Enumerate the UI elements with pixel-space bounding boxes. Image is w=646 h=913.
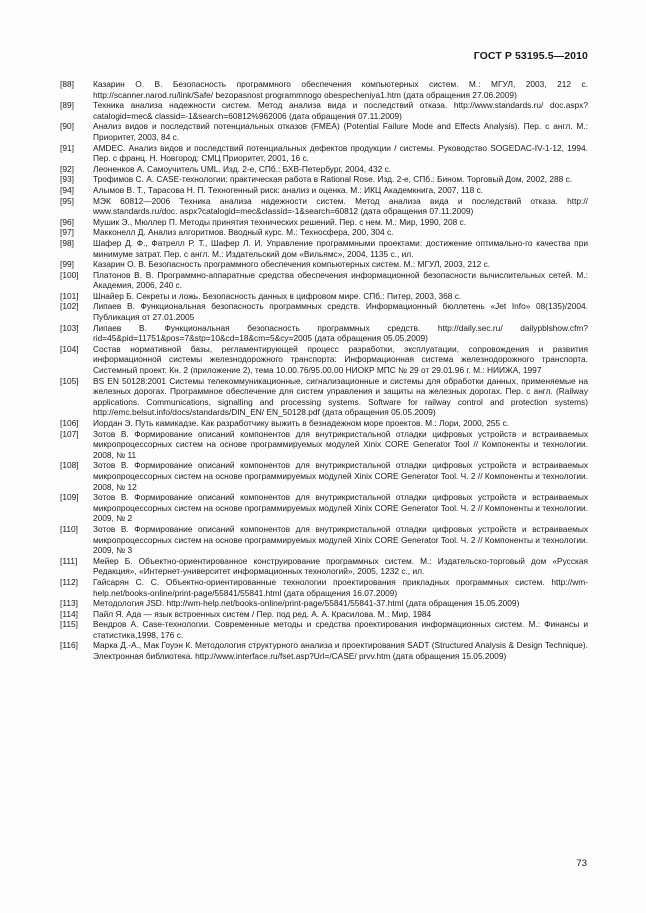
reference-number: [98]: [60, 237, 74, 248]
reference-item: [60, 323, 588, 344]
reference-item: [60, 598, 588, 609]
reference-number: [114]: [60, 608, 78, 619]
reference-item: [60, 270, 588, 291]
reference-item: [60, 577, 588, 598]
reference-text: Липаев В. Функциональная безопасность программных средств. http://daily.sec.ru/ dailypblshow.cfm?rid=45&pid=11751&pos=7&stp=10&cd=18&cm=5&cy=2005 (дата обращения 05.05.2009): [93, 322, 588, 344]
reference-number: [104]: [60, 343, 79, 354]
reference-text: AMDEC. Анализ видов и последствий потенциальных дефектов продукции / системы. Руководство SOGEDAC-IV-1-12, 1994. Пер. с франц. Н. Новгород: СМЦ Приоритет, 2001, 16 с.: [93, 142, 588, 164]
reference-item: [60, 460, 588, 492]
reference-item: [60, 556, 588, 577]
reference-text: Платонов В. В. Программно-аппаратные средства обеспечения информационной безопасности вычислительных сетей. М.: Академия, 2006, 240 с.: [93, 269, 588, 291]
page-number: 73: [576, 858, 587, 869]
reference-item: [60, 429, 588, 461]
reference-item: [60, 619, 588, 640]
reference-text: Техника анализа надежности систем. Метод анализа вида и последствий отказа. http://www.standards.ru/ doc.aspx?catalogid=mec& classid=-1&search=60812%962006 (дата обращения 07.11.2009): [93, 100, 588, 121]
reference-text: Зотов В. Формирование описаний компонентов для внутрикристальной отладки цифровых устройств и встраиваемых микропроцессорных систем на основе программируемых модулей Xinix CORE Generator Tool. Ч. 2 // Компоненты и технологии. 2009, № 3: [93, 523, 588, 556]
reference-item: [60, 185, 588, 196]
reference-number: [107]: [60, 428, 79, 439]
reference-text: Леоненков А. Самоучитель UML. Изд. 2-е, СПб.: БХВ-Петербург, 2004, 432 с.: [93, 163, 392, 174]
reference-text: МЭК 60812—2006 Техника анализа надежности систем. Метод анализа вида и последствий отказа. http:// www.standards.ru/doc. aspx?catalogid=mec&classid=-1&search=60812 (дата обращения 07.11.2009): [93, 195, 588, 217]
reference-text: Иордан Э. Путь камикадзе. Как разработчику выжить в безнадежном море проектов. М.: Лори, 2000, 255 с.: [93, 418, 510, 428]
reference-text: BS EN 50128:2001 Системы телекоммуникационные, сигнализационные и системы для обработки данных, применяемые на железных дорогах. Программное обеспечение для систем управления и защиты на железных дорогах. Пер. с англ. (Railway applications. Communications, signalling and processing systems. Software for railway control and protection systems) http://emc.belsut.info/docs/standards/DIN_EN/ EN_50128.pdf (дата обращения 05.05.2009): [93, 375, 588, 418]
reference-item: [60, 640, 588, 661]
reference-item: [60, 143, 588, 164]
reference-number: [101]: [60, 290, 79, 301]
reference-number: [92]: [60, 163, 74, 174]
reference-text: Шнайер Б. Секреты и ложь. Безопасность данных в цифровом мире. СПб.: Питер, 2003, 368 с.: [93, 290, 462, 301]
reference-text: Макконелл Д. Анализ алгоритмов. Вводный курс. М.: Техносфера, 200, 304 с.: [93, 227, 394, 238]
reference-number: [88]: [60, 79, 74, 89]
reference-number: [113]: [60, 598, 78, 609]
reference-item: [60, 344, 588, 376]
reference-item: [60, 217, 588, 228]
reference-number: [102]: [60, 301, 79, 312]
reference-text: Анализ видов и последствий потенциальных отказов (FMEA) (Potential Failure Mode and Effects Analysis). Пер. с англ. М.: Приоритет, 2003, 84 с.: [93, 121, 588, 142]
reference-item: [60, 79, 588, 100]
reference-text: Вендров А. Case-технологии. Современные методы и средства проектирования информационных систем. М.: Финансы и статистика,1998, 176 с.: [93, 619, 588, 640]
reference-number: [116]: [60, 640, 78, 651]
reference-text: Зотов В. Формирование описаний компонентов для внутрикристальной отладки цифровых устройств и встраиваемых микропроцессорных систем на основе программируемых модулей Xinix CORE Generator Tool // Компоненты и технологии. 2008, № 11: [93, 428, 588, 460]
reference-item: [60, 301, 588, 322]
reference-text: Мейер Б. Объектно-ориентированное конструирование программных систем. М.: Издательско-торговый дом «Русская Редакция», «Интернет-университет информационных технологий», 2005, 1232 с., ил.: [93, 555, 588, 577]
reference-item: [60, 492, 588, 524]
reference-number: [108]: [60, 460, 79, 471]
reference-text: Состав нормативной базы, регламентирующей процесс разработки, эксплуатации, сопровождения и развития информационной системы железнодорожного транспорта: Информационная система железнодорожного транспорта. Системный проект. Кн. 2 (приложение 2), тема 10.00.76/95.00.00 НИОКР МПС № 29 от 29.01.96 г. М.: НИИЖА, 1997: [93, 343, 588, 376]
reference-item: [60, 196, 588, 217]
reference-text: Пайл Я. Ада — язык встроенных систем / Пер. под ред. А. А. Красилова. М.: Мир, 1984: [93, 608, 432, 619]
reference-text: Методология JSD. http://wm-help.net/books-online/print-page/55841/55841-37.html (дата обращения 15.05.2009): [93, 598, 520, 609]
reference-number: [100]: [60, 269, 79, 280]
reference-item: [60, 121, 588, 142]
reference-text: Липаев В. Функциональная безопасность программных средств. Информационный бюллетень «Jet Info» 08(135)/2004. Публикация от 27.01.2005: [93, 301, 588, 323]
reference-item: [60, 174, 588, 185]
reference-text: Зотов В. Формирование описаний компонентов для внутрикристальной отладки цифровых устройств и встраиваемых микропроцессорных систем на основе программируемых модулей Xinix CORE Generator Tool. Ч. 2 // Компоненты и технологии. 2009, № 2: [93, 492, 588, 524]
reference-text: Казарин О. В. Безопасность программного обеспечения компьютерных систем. М.: МГУЛ, 2003, 212 с.: [93, 259, 491, 270]
reference-text: Мушик Э., Мюллер П. Методы принятия технических решений. Пер. с нем. М.: Мир, 1990, 208 с.: [93, 216, 467, 227]
reference-item: [60, 418, 588, 429]
reference-number: [115]: [60, 619, 78, 630]
reference-text: Гайсарян С. С. Объектно-ориентированные технологии проектирования прикладных программных систем. http://wm-help.net/books-online/print-page/55841/55841.html (дата обращения 16.07.2009): [93, 576, 588, 598]
reference-item: [60, 376, 588, 418]
reference-number: [99]: [60, 259, 74, 270]
reference-item: [60, 259, 588, 270]
reference-list: [60, 79, 588, 662]
reference-number: [94]: [60, 184, 74, 195]
reference-number: [97]: [60, 227, 74, 238]
reference-item: [60, 524, 588, 556]
reference-number: [91]: [60, 142, 74, 153]
reference-number: [105]: [60, 375, 79, 386]
reference-item: [60, 164, 588, 175]
reference-text: Трофимов С. А. CASE-технологии: практическая работа в Rational Rose. Изд. 2-е, СПб.: Бином. Торговый Дом, 2002, 288 с.: [93, 174, 573, 185]
reference-text: Марка Д.-А., Мак Гоуэн К. Методология структурного анализа и проектирования SADT (Structured Analysis & Design Technique). Электронная библиотека. http://www.interface.ru/fset.asp?Url=/CASE/ prvv.htm (дата обращения 15.05.2009): [93, 640, 588, 662]
reference-number: [106]: [60, 418, 79, 428]
reference-number: [110]: [60, 523, 78, 534]
reference-item: [60, 609, 588, 620]
standard-header: ГОСТ Р 53195.5—2010: [473, 50, 588, 62]
reference-item: [60, 100, 588, 121]
reference-item: [60, 238, 588, 259]
reference-text: Алымов В. Т., Тарасова Н. П. Техногенный риск: анализ и оценка. М.: ИКЦ Академкнига, 2007, 118 с.: [93, 184, 484, 195]
reference-text: Шафер Д. Ф., Фатрелл Р. Т., Шафер Л. И. Управление программными проектами: достижение оптимально-го качества при минимуме затрат. Пер. с англ. М.: Издательский дом «Вильямс», 2004, 1135 с., ил.: [93, 237, 588, 259]
reference-text: Казарин О. В. Безопасность программного обеспечения компьютерных систем. М.: МГУЛ, 2003, 212 с. http://scanner.narod.ru/link/Safe/ bezopasnost programmnogo obespecheniya1.htm (дата обращения 27.06.2009): [93, 79, 588, 100]
reference-number: [112]: [60, 576, 78, 587]
reference-text: Зотов В. Формирование описаний компонентов для внутрикристальной отладки цифровых устройств и встраиваемых микропроцессорных систем на основе программируемых модулей Xinix CORE Generator Tool. Ч. 2 // Компоненты и технологии. 2008, № 12: [93, 460, 588, 492]
reference-number: [93]: [60, 174, 74, 185]
reference-number: [90]: [60, 121, 74, 132]
reference-number: [96]: [60, 216, 74, 227]
reference-number: [103]: [60, 322, 79, 333]
reference-number: [89]: [60, 100, 74, 111]
reference-number: [95]: [60, 195, 74, 206]
reference-number: [111]: [60, 555, 78, 566]
reference-item: [60, 227, 588, 238]
reference-number: [109]: [60, 492, 79, 503]
reference-item: [60, 291, 588, 302]
